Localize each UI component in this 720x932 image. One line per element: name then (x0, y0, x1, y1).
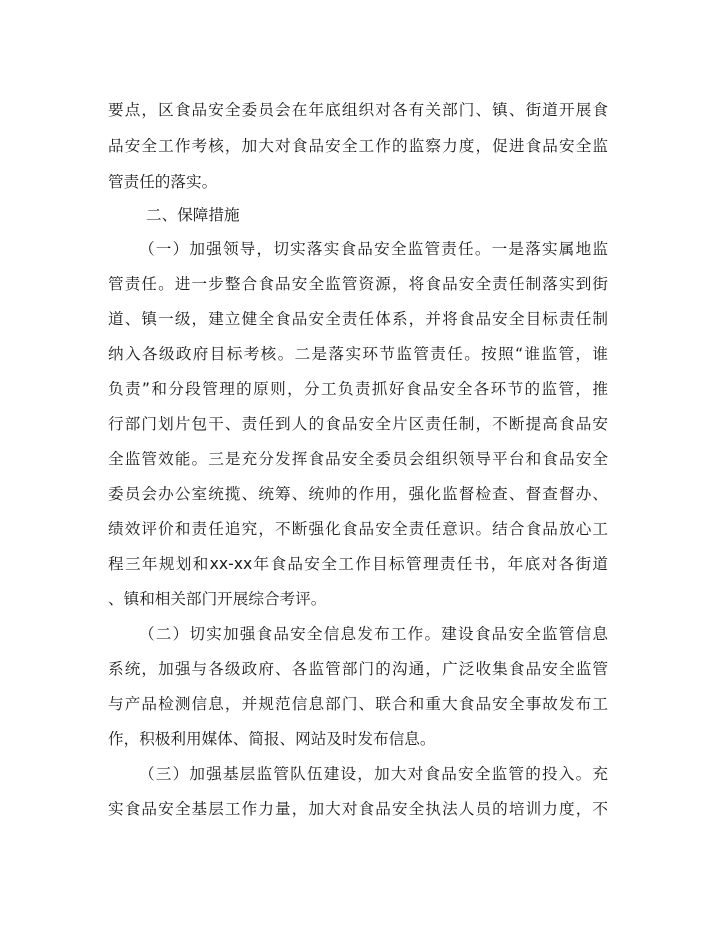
paragraph-line: 系统，加强与各级政府、各监管部门的沟通，广泛收集食品安全监管 (108, 660, 608, 678)
paragraph-line: 委员会办公室统揽、统筹、统帅的作用，强化监督检查、督查督办、 (108, 485, 608, 503)
section-heading: 二、保障措施 (146, 206, 240, 224)
paragraph-line: 管责任的落实。 (108, 173, 218, 191)
paragraph-line: （三）加强基层监管队伍建设，加大对食品安全监管的投入。充 (139, 765, 608, 783)
paragraph-line: （一）加强领导，切实落实食品安全监管责任。一是落实属地监 (139, 240, 608, 258)
paragraph-line: 实食品安全基层工作力量，加大对食品安全执法人员的培训力度，不 (108, 800, 608, 818)
paragraph-line: 要点，区食品安全委员会在年底组织对各有关部门、镇、街道开展食 (108, 101, 608, 119)
paragraph-line: 管责任。进一步整合食品安全监管资源，将食品安全责任制落实到街 (108, 275, 608, 293)
paragraph-line: 道、镇一级，建立健全食品安全责任体系，并将食品安全目标责任制 (108, 310, 608, 328)
paragraph-line: 品安全工作考核，加大对食品安全工作的监察力度，促进食品安全监 (108, 137, 608, 155)
paragraph-line: 纳入各级政府目标考核。二是落实环节监管责任。按照“谁监管，谁 (108, 345, 608, 363)
paragraph-line: （二）切实加强食品安全信息发布工作。建设食品安全监管信息 (139, 625, 608, 643)
paragraph-line: 、镇和相关部门开展综合考评。 (108, 590, 327, 608)
paragraph-line: 程三年规划和xx-xx年食品安全工作目标管理责任书，年底对各街道 (108, 555, 608, 573)
paragraph-line: 行部门划片包干、责任到人的食品安全片区责任制，不断提高食品安 (108, 415, 608, 433)
paragraph-line: 绩效评价和责任追究，不断强化食品安全责任意识。结合食品放心工 (108, 520, 608, 538)
paragraph-line: 全监管效能。三是充分发挥食品安全委员会组织领导平台和食品安全 (108, 450, 608, 468)
paragraph-line: 负责”和分段管理的原则，分工负责抓好食品安全各环节的监管，推 (108, 380, 608, 398)
paragraph-line: 与产品检测信息，并规范信息部门、联合和重大食品安全事故发布工 (108, 695, 608, 713)
paragraph-line: 作，积极利用媒体、简报、网站及时发布信息。 (108, 730, 436, 748)
